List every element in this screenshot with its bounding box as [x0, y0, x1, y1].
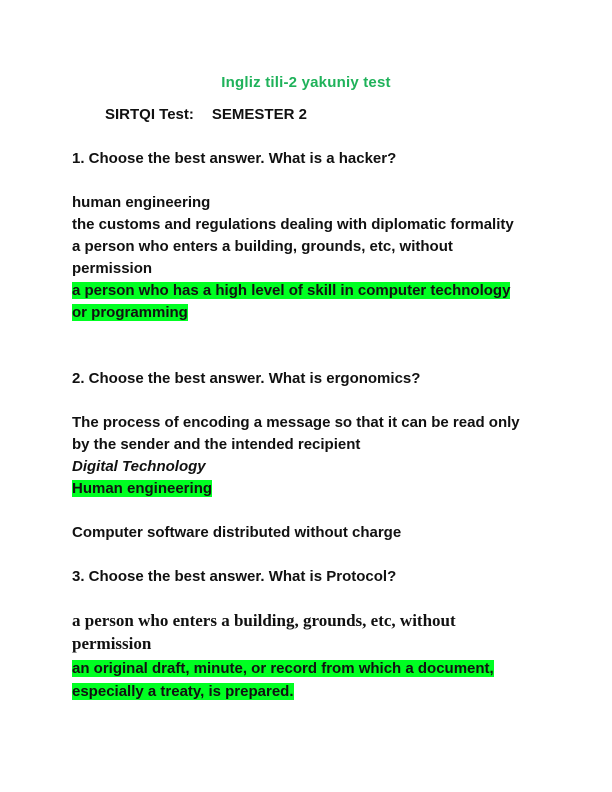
question-3: 3. Choose the best answer. What is Protocol?	[72, 568, 397, 585]
q2-option-2: Digital Technology	[72, 458, 206, 475]
q1-option-1: human engineering	[72, 194, 211, 211]
q3-option-1-cont: permission	[72, 634, 152, 653]
q2-option-1-cont: by the sender and the intended recipient	[72, 436, 361, 453]
question-1: 1. Choose the best answer. What is a hacker?	[72, 150, 397, 167]
subtitle-semester: SEMESTER 2	[211, 106, 307, 123]
q2-option-4: Computer software distributed without charge	[72, 524, 402, 541]
q3-option-1: a person who enters a building, grounds, etc, without	[72, 611, 456, 630]
q1-option-4-cont	[72, 302, 188, 324]
page-title: Ingliz tili-2 yakuniy test	[221, 74, 391, 91]
q1-correct-answer-line1: a person who has a high level of skill in computer technology	[72, 282, 511, 299]
q3-option-2-cont	[72, 681, 294, 703]
q3-option-2	[72, 658, 494, 680]
q2-option-3	[72, 478, 212, 500]
q1-option-2: the customs and regulations dealing with diplomatic formality	[72, 216, 514, 233]
q3-correct-answer-line1: an original draft, minute, or record from which a document,	[72, 660, 494, 677]
q3-correct-answer-line2: especially a treaty, is prepared.	[72, 683, 294, 700]
q2-option-1: The process of encoding a message so that it can be read only	[72, 414, 520, 431]
page-subtitle	[105, 106, 307, 123]
q1-option-3-cont: permission	[72, 260, 153, 277]
q2-correct-answer: Human engineering	[72, 480, 213, 497]
q1-correct-answer-line2: or programming	[72, 304, 188, 321]
q1-option-4	[72, 280, 510, 302]
q1-option-3: a person who enters a building, grounds, etc, without	[72, 238, 453, 255]
subtitle-test-label: SIRTQI Test:	[105, 106, 194, 123]
question-2: 2. Choose the best answer. What is ergonomics?	[72, 370, 421, 387]
